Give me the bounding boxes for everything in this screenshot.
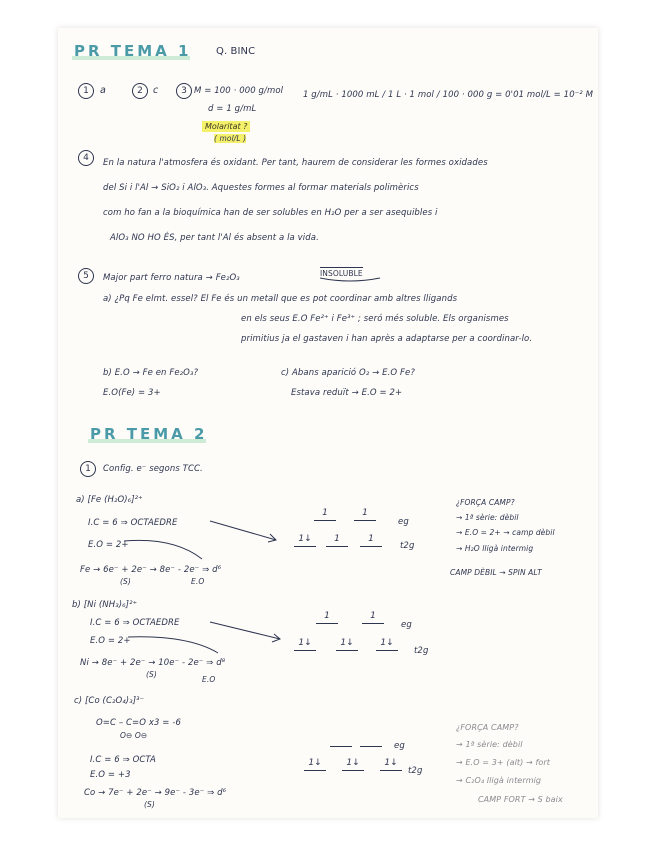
q4-line4: AlO₃ NO HO ÉS, per tant l'Al és absent a la vida.: [110, 233, 319, 243]
arrow-sketches: [58, 28, 598, 818]
q5-insoluble-brace: [320, 278, 380, 281]
c-side-4: CAMP FORT → S baix: [478, 795, 563, 804]
a-eg-orbital-1: 1: [314, 508, 336, 521]
a-curve-arrow-icon: [124, 540, 202, 559]
q5-intro: Major part ferro natura → Fe₂O₃: [103, 273, 240, 283]
c-config: Co → 7e⁻ + 2e⁻ → 9e⁻ - 3e⁻ ⇒ d⁶: [84, 788, 227, 798]
q5-insoluble: INSOLUBLE: [320, 269, 363, 278]
b-curve-arrow-icon: [128, 637, 218, 653]
q1-number: 1: [78, 83, 94, 99]
q3-density: d = 1 g/mL: [208, 104, 257, 114]
q3-number: 3: [176, 83, 192, 99]
c-eg-label: eg: [394, 741, 405, 751]
b-config-sub-s: (S): [146, 670, 157, 679]
b-t2g-label: t2g: [414, 646, 429, 656]
a-side-2: → E.O = 2+ → camp dèbil: [456, 528, 555, 537]
a-side-1: → 1ª sèrie: dèbil: [456, 513, 519, 522]
a-eo: E.O = 2+: [88, 540, 129, 550]
q5-b-line2: E.O(Fe) = 3+: [103, 388, 161, 398]
c-side-1: → 1ª sèrie: dèbil: [456, 740, 523, 749]
a-t2g-orbital-2: 1: [326, 534, 348, 547]
a-config-sub-eo: E.O: [191, 577, 205, 586]
b-t2g-orbital-1: 1↓: [294, 638, 316, 651]
a-eg-orbital-2: 1: [354, 508, 376, 521]
c-config-sub-s: (S): [144, 800, 155, 809]
c-t2g-orbital-2: 1↓: [342, 758, 364, 771]
q3-note-units: ( mol/L ): [214, 134, 247, 143]
a-formula: a) [Fe (H₂O)₆]²⁺: [76, 495, 143, 505]
a-config: Fe → 6e⁻ + 2e⁻ → 8e⁻ - 2e⁻ ⇒ d⁶: [80, 565, 222, 575]
tema2-q1-intro: Config. e⁻ segons TCC.: [103, 464, 203, 474]
a-ic: I.C = 6 ⇒ OCTAEDRE: [88, 518, 178, 528]
q4-line3: com ho fan a la bioquímica han de ser solubles en H₂O per a ser asequibles i: [103, 208, 438, 218]
c-t2g-orbital-1: 1↓: [304, 758, 326, 771]
b-ic: I.C = 6 ⇒ OCTAEDRE: [90, 618, 180, 628]
a-side-3: → H₂O lligà intermig: [456, 544, 534, 553]
b-config-sub-eo: E.O: [202, 675, 216, 684]
c-side-2: → E.O = 3+ (alt) → fort: [456, 758, 550, 767]
q5-b-line1: b) E.O → Fe en Fe₂O₃?: [103, 368, 199, 378]
c-side-question: ¿FORÇA CAMP?: [456, 723, 519, 732]
a-eg-label: eg: [398, 517, 409, 527]
q3-calculation: 1 g/mL · 1000 mL / 1 L · 1 mol / 100 · 000 g = 0'01 mol/L = 10⁻² M: [303, 90, 594, 100]
a-t2g-orbital-3: 1: [360, 534, 382, 547]
a-side-4: CAMP DÈBIL → SPIN ALT: [450, 568, 542, 577]
q4-line2: del Si i l'Al → SiO₂ i AlO₃. Aquestes formes al formar materials polimèrics: [103, 183, 419, 193]
tema1-heading: PR TEMA 1: [74, 42, 192, 60]
q1-answer: a: [100, 85, 106, 96]
a-arrow-icon: [210, 521, 276, 540]
q4-number: 4: [78, 150, 94, 166]
q5-c-line1: c) Abans aparició O₂ → E.O Fe?: [281, 368, 415, 378]
a-config-sub-s: (S): [120, 577, 131, 586]
author-name: Q. BINC: [216, 46, 256, 57]
q4-line1: En la natura l'atmosfera és oxidant. Per tant, haurem de considerar les formes oxidades: [103, 158, 488, 168]
b-eg-label: eg: [401, 620, 412, 630]
q5-a-line2: en els seus E.O Fe²⁺ i Fe³⁺ ; seró més soluble. Els organismes: [241, 314, 509, 324]
a-t2g-label: t2g: [400, 541, 415, 551]
b-formula: b) [Ni (NH₃)₆]²⁺: [72, 600, 138, 610]
q3-mass: M = 100 · 000 g/mol: [194, 86, 284, 96]
a-side-question: ¿FORÇA CAMP?: [456, 498, 515, 507]
tema2-q1-number: 1: [80, 461, 96, 477]
b-t2g-orbital-3: 1↓: [376, 638, 398, 651]
q2-answer: c: [153, 85, 159, 96]
b-config: Ni → 8e⁻ + 2e⁻ → 10e⁻ - 2e⁻ ⇒ d⁸: [80, 658, 226, 668]
q5-a-line1: a) ¿Pq Fe elmt. essel? El Fe és un metall que es pot coordinar amb altres lligands: [103, 294, 458, 304]
q2-number: 2: [132, 83, 148, 99]
c-t2g-label: t2g: [408, 766, 423, 776]
b-arrow-icon: [210, 622, 280, 639]
q5-number: 5: [78, 268, 94, 284]
c-charge: O=C – C=O x3 = -6: [96, 718, 181, 728]
c-eo: E.O = +3: [90, 770, 131, 780]
c-ic: I.C = 6 ⇒ OCTA: [90, 755, 156, 765]
b-eo: E.O = 2+: [90, 636, 131, 646]
c-charge-sub: O⊖ O⊖: [120, 731, 148, 740]
b-eg-orbital-2: 1: [362, 611, 384, 624]
tema2-heading: PR TEMA 2: [90, 425, 208, 443]
a-t2g-orbital-1: 1↓: [294, 534, 316, 547]
b-t2g-orbital-2: 1↓: [336, 638, 358, 651]
c-formula: c) [Co (C₂O₄)₃]³⁻: [74, 696, 145, 706]
b-eg-orbital-1: 1: [316, 611, 338, 624]
c-side-3: → C₂O₄ lligà intermig: [456, 776, 542, 785]
notebook-page: [58, 28, 598, 818]
q3-note-molaritat: Molaritat ?: [202, 121, 250, 132]
q5-c-line2: Estava reduït → E.O = 2+: [291, 388, 403, 398]
q5-a-line3: primitius ja el gastaven i han après a adaptarse per a coordinar-lo.: [241, 334, 533, 344]
c-t2g-orbital-3: 1↓: [380, 758, 402, 771]
